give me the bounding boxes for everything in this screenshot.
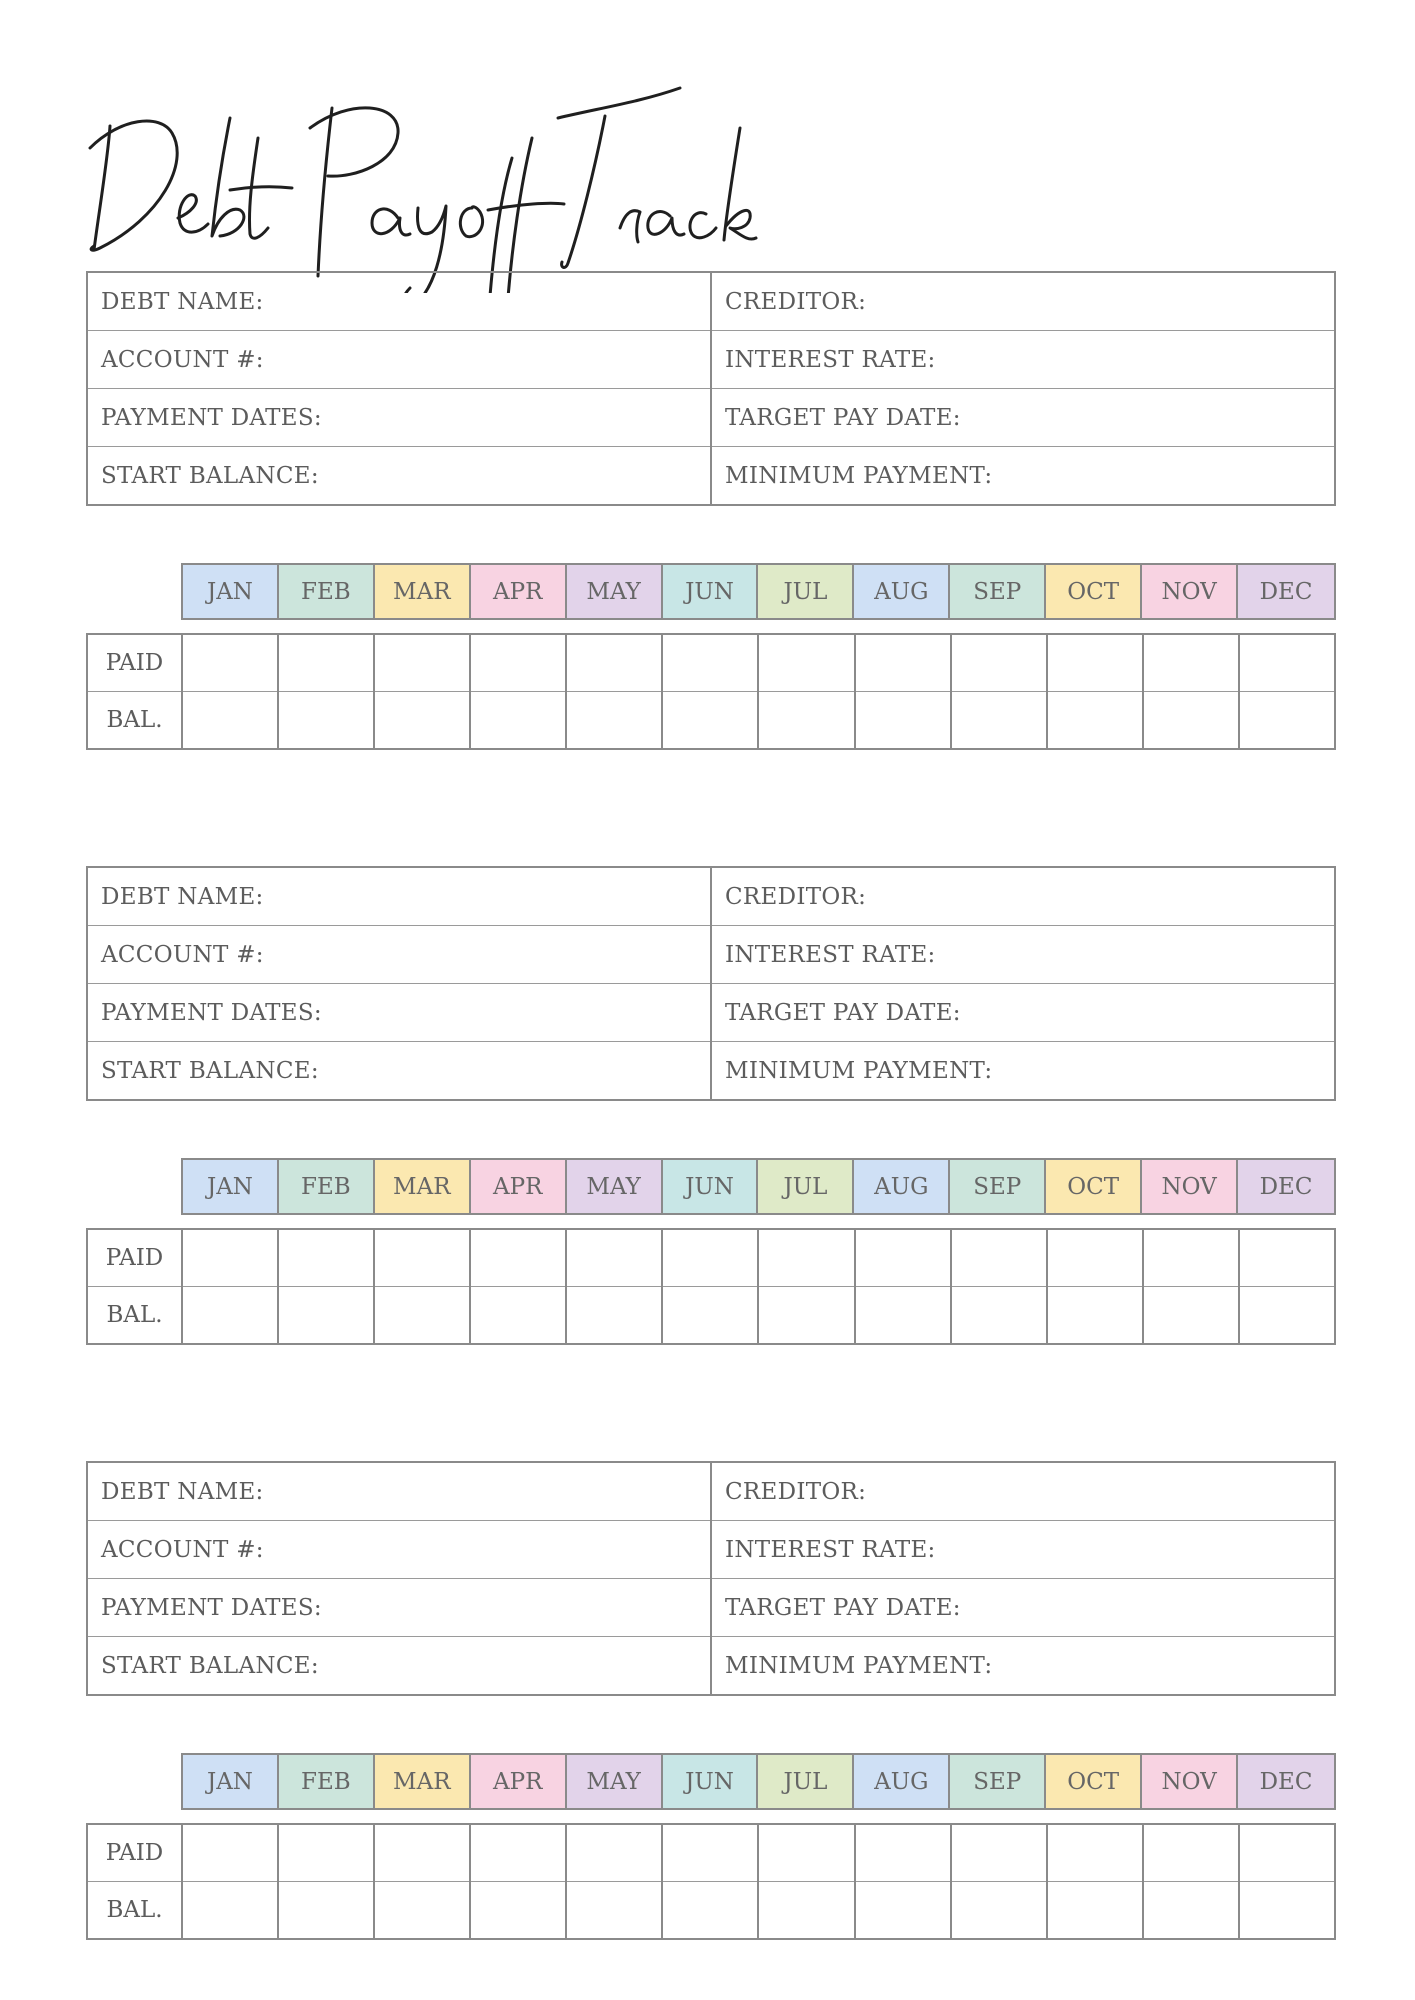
balance-cell[interactable]	[278, 1882, 374, 1940]
month-jun: JUN	[663, 1160, 759, 1213]
month-header-3	[181, 1753, 1336, 1810]
paid-cell[interactable]	[374, 1824, 470, 1882]
balance-cell[interactable]	[1047, 1287, 1143, 1345]
payment-tracker-3	[86, 1823, 1336, 1940]
interest-rate-field[interactable]: INTEREST RATE:	[711, 331, 1335, 389]
payment-dates-field[interactable]: PAYMENT DATES:	[87, 389, 711, 447]
creditor-field[interactable]: CREDITOR:	[711, 867, 1335, 926]
balance-cell[interactable]	[182, 1882, 278, 1940]
month-apr: APR	[471, 1160, 567, 1213]
month-nov: NOV	[1142, 1755, 1238, 1808]
month-feb: FEB	[279, 1160, 375, 1213]
debt-info-table-3	[86, 1461, 1336, 1696]
paid-cell[interactable]	[662, 1229, 758, 1287]
balance-cell[interactable]	[566, 1287, 662, 1345]
balance-cell[interactable]	[182, 1287, 278, 1345]
target-pay-date-field[interactable]: TARGET PAY DATE:	[711, 1579, 1335, 1637]
balance-cell[interactable]	[1143, 692, 1239, 750]
balance-cell[interactable]	[566, 1882, 662, 1940]
paid-cell[interactable]	[951, 1229, 1047, 1287]
month-aug: AUG	[854, 1160, 950, 1213]
month-jan: JAN	[183, 1755, 279, 1808]
debt-name-field[interactable]: DEBT NAME:	[87, 867, 711, 926]
balance-cell[interactable]	[855, 1882, 951, 1940]
debt-info-table-2	[86, 866, 1336, 1101]
balance-cell[interactable]	[1239, 1287, 1335, 1345]
balance-cell[interactable]	[278, 692, 374, 750]
paid-row	[87, 634, 1335, 692]
balance-cell[interactable]	[182, 692, 278, 750]
balance-cell[interactable]	[951, 1882, 1047, 1940]
balance-cell[interactable]	[374, 692, 470, 750]
paid-cell[interactable]	[855, 1229, 951, 1287]
month-mar: MAR	[375, 1160, 471, 1213]
balance-cell[interactable]	[855, 692, 951, 750]
paid-cell[interactable]	[1143, 634, 1239, 692]
balance-row	[87, 692, 1335, 750]
debt-name-field[interactable]: DEBT NAME:	[87, 1462, 711, 1521]
month-apr: APR	[471, 565, 567, 618]
target-pay-date-field[interactable]: TARGET PAY DATE:	[711, 389, 1335, 447]
payment-dates-field[interactable]: PAYMENT DATES:	[87, 984, 711, 1042]
account-field[interactable]: ACCOUNT #:	[87, 1521, 711, 1579]
debt-info-table-1	[86, 271, 1336, 506]
balance-cell[interactable]	[1143, 1882, 1239, 1940]
account-field[interactable]: ACCOUNT #:	[87, 926, 711, 984]
month-sep: SEP	[950, 1755, 1046, 1808]
paid-cell[interactable]	[758, 634, 854, 692]
paid-label: PAID	[87, 634, 182, 692]
month-may: MAY	[567, 565, 663, 618]
paid-cell[interactable]	[758, 1229, 854, 1287]
month-aug: AUG	[854, 565, 950, 618]
paid-label: PAID	[87, 1229, 182, 1287]
paid-cell[interactable]	[1047, 1229, 1143, 1287]
paid-cell[interactable]	[951, 1824, 1047, 1882]
payment-dates-field[interactable]: PAYMENT DATES:	[87, 1579, 711, 1637]
account-field[interactable]: ACCOUNT #:	[87, 331, 711, 389]
paid-cell[interactable]	[662, 1824, 758, 1882]
month-mar: MAR	[375, 1755, 471, 1808]
paid-cell[interactable]	[566, 634, 662, 692]
paid-cell[interactable]	[470, 1229, 566, 1287]
creditor-field[interactable]: CREDITOR:	[711, 272, 1335, 331]
balance-cell[interactable]	[566, 692, 662, 750]
month-dec: DEC	[1238, 1755, 1334, 1808]
month-oct: OCT	[1046, 565, 1142, 618]
title-script-lettering	[80, 78, 760, 293]
target-pay-date-field[interactable]: TARGET PAY DATE:	[711, 984, 1335, 1042]
balance-cell[interactable]	[855, 1287, 951, 1345]
month-sep: SEP	[950, 1160, 1046, 1213]
month-feb: FEB	[279, 1755, 375, 1808]
page-title	[80, 78, 760, 293]
paid-cell[interactable]	[1239, 1824, 1335, 1882]
month-jan: JAN	[183, 565, 279, 618]
paid-cell[interactable]	[374, 634, 470, 692]
month-jan: JAN	[183, 1160, 279, 1213]
minimum-payment-field[interactable]: MINIMUM PAYMENT:	[711, 1637, 1335, 1696]
paid-cell[interactable]	[662, 634, 758, 692]
balance-cell[interactable]	[374, 1882, 470, 1940]
month-oct: OCT	[1046, 1755, 1142, 1808]
paid-cell[interactable]	[278, 634, 374, 692]
month-aug: AUG	[854, 1755, 950, 1808]
paid-cell[interactable]	[1047, 1824, 1143, 1882]
balance-cell[interactable]	[951, 692, 1047, 750]
balance-cell[interactable]	[1239, 1882, 1335, 1940]
balance-label: BAL.	[87, 1287, 182, 1345]
month-may: MAY	[567, 1755, 663, 1808]
start-balance-field[interactable]: START BALANCE:	[87, 447, 711, 506]
month-mar: MAR	[375, 565, 471, 618]
month-header-2	[181, 1158, 1336, 1215]
balance-cell[interactable]	[470, 692, 566, 750]
paid-cell[interactable]	[278, 1229, 374, 1287]
paid-row	[87, 1229, 1335, 1287]
month-jun: JUN	[663, 565, 759, 618]
paid-cell[interactable]	[855, 634, 951, 692]
balance-cell[interactable]	[1047, 1882, 1143, 1940]
paid-cell[interactable]	[1047, 634, 1143, 692]
interest-rate-field[interactable]: INTEREST RATE:	[711, 1521, 1335, 1579]
paid-cell[interactable]	[182, 1229, 278, 1287]
minimum-payment-field[interactable]: MINIMUM PAYMENT:	[711, 447, 1335, 506]
paid-cell[interactable]	[470, 634, 566, 692]
paid-cell[interactable]	[374, 1229, 470, 1287]
start-balance-field[interactable]: START BALANCE:	[87, 1637, 711, 1696]
balance-cell[interactable]	[758, 1287, 854, 1345]
minimum-payment-field[interactable]: MINIMUM PAYMENT:	[711, 1042, 1335, 1101]
balance-row	[87, 1287, 1335, 1345]
month-jul: JUL	[758, 1160, 854, 1213]
balance-cell[interactable]	[1143, 1287, 1239, 1345]
paid-cell[interactable]	[182, 1824, 278, 1882]
month-header-1	[181, 563, 1336, 620]
paid-cell[interactable]	[951, 634, 1047, 692]
balance-cell[interactable]	[758, 1882, 854, 1940]
month-apr: APR	[471, 1755, 567, 1808]
debt-name-field[interactable]: DEBT NAME:	[87, 272, 711, 331]
balance-cell[interactable]	[278, 1287, 374, 1345]
paid-cell[interactable]	[855, 1824, 951, 1882]
balance-cell[interactable]	[1239, 692, 1335, 750]
paid-cell[interactable]	[1143, 1824, 1239, 1882]
month-jul: JUL	[758, 565, 854, 618]
balance-cell[interactable]	[662, 692, 758, 750]
balance-row	[87, 1882, 1335, 1940]
month-dec: DEC	[1238, 1160, 1334, 1213]
start-balance-field[interactable]: START BALANCE:	[87, 1042, 711, 1101]
balance-label: BAL.	[87, 1882, 182, 1940]
balance-cell[interactable]	[951, 1287, 1047, 1345]
month-may: MAY	[567, 1160, 663, 1213]
balance-cell[interactable]	[662, 1882, 758, 1940]
balance-cell[interactable]	[374, 1287, 470, 1345]
month-nov: NOV	[1142, 565, 1238, 618]
balance-label: BAL.	[87, 692, 182, 750]
payment-tracker-2	[86, 1228, 1336, 1345]
month-feb: FEB	[279, 565, 375, 618]
month-jun: JUN	[663, 1755, 759, 1808]
paid-row	[87, 1824, 1335, 1882]
paid-cell[interactable]	[470, 1824, 566, 1882]
creditor-field[interactable]: CREDITOR:	[711, 1462, 1335, 1521]
paid-cell[interactable]	[758, 1824, 854, 1882]
payment-tracker-1	[86, 633, 1336, 750]
paid-cell[interactable]	[566, 1229, 662, 1287]
balance-cell[interactable]	[1047, 692, 1143, 750]
interest-rate-field[interactable]: INTEREST RATE:	[711, 926, 1335, 984]
month-sep: SEP	[950, 565, 1046, 618]
month-oct: OCT	[1046, 1160, 1142, 1213]
paid-cell[interactable]	[182, 634, 278, 692]
balance-cell[interactable]	[758, 692, 854, 750]
paid-cell[interactable]	[278, 1824, 374, 1882]
paid-cell[interactable]	[1239, 1229, 1335, 1287]
balance-cell[interactable]	[470, 1882, 566, 1940]
paid-label: PAID	[87, 1824, 182, 1882]
paid-cell[interactable]	[1143, 1229, 1239, 1287]
month-jul: JUL	[758, 1755, 854, 1808]
month-dec: DEC	[1238, 565, 1334, 618]
balance-cell[interactable]	[470, 1287, 566, 1345]
paid-cell[interactable]	[566, 1824, 662, 1882]
paid-cell[interactable]	[1239, 634, 1335, 692]
month-nov: NOV	[1142, 1160, 1238, 1213]
balance-cell[interactable]	[662, 1287, 758, 1345]
